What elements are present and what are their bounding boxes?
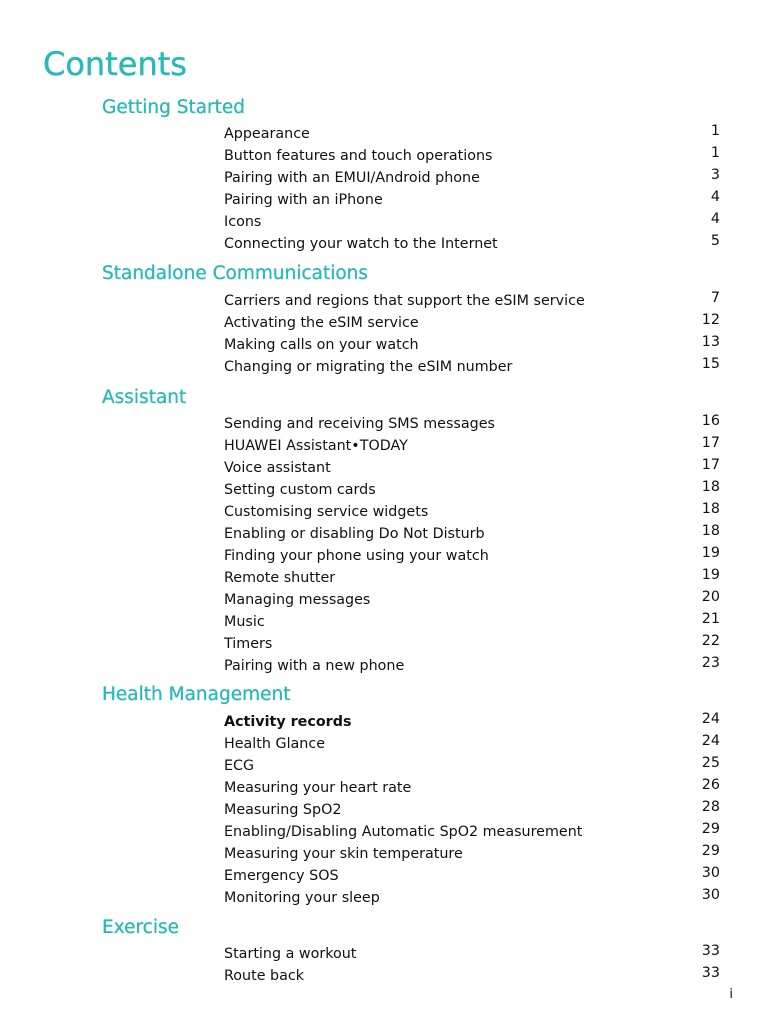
toc-entry[interactable] (224, 144, 720, 166)
toc-entry[interactable] (224, 610, 720, 632)
toc-entry[interactable] (224, 632, 720, 654)
entry-label: Connecting your watch to the Internet (224, 236, 498, 252)
entry-page-number: 17 (701, 457, 720, 473)
entry-page-number: 33 (701, 965, 720, 981)
toc-entry[interactable] (224, 588, 720, 610)
entry-label: Voice assistant (224, 460, 331, 476)
entry-label: Monitoring your sleep (224, 890, 380, 906)
toc-entry[interactable] (224, 232, 720, 254)
entry-label: Enabling or disabling Do Not Disturb (224, 526, 485, 542)
entry-page-number: 29 (701, 821, 720, 837)
toc-entry[interactable] (224, 311, 720, 333)
entry-page-number: 28 (701, 799, 720, 815)
section-heading-exercise: Exercise (102, 917, 179, 938)
section-heading-assistant: Assistant (102, 387, 187, 408)
entry-page-number: 16 (701, 413, 720, 429)
footer-page-number: i (729, 987, 733, 1002)
entry-label: Enabling/Disabling Automatic SpO2 measurement (224, 824, 583, 840)
entry-label: Starting a workout (224, 946, 357, 962)
entry-page-number: 19 (701, 567, 720, 583)
entry-page-number: 18 (701, 523, 720, 539)
entry-label: Sending and receiving SMS messages (224, 416, 495, 432)
toc-entry[interactable] (224, 210, 720, 232)
entry-page-number: 15 (701, 356, 720, 372)
entry-label: Measuring your heart rate (224, 780, 412, 796)
toc-entry[interactable] (224, 710, 720, 732)
entry-label: Health Glance (224, 736, 326, 752)
section-heading-getting-started: Getting Started (102, 97, 246, 118)
toc-entry[interactable] (224, 122, 720, 144)
entry-page-number: 26 (701, 777, 720, 793)
toc-entry[interactable] (224, 864, 720, 886)
toc-entry[interactable] (224, 776, 720, 798)
entry-label: Route back (224, 968, 305, 984)
entry-label: Managing messages (224, 592, 371, 608)
entry-label: Customising service widgets (224, 504, 429, 520)
toc-entry[interactable] (224, 732, 720, 754)
entry-label: Finding your phone using your watch (224, 548, 489, 564)
toc-entry[interactable] (224, 886, 720, 908)
entry-label: Pairing with an EMUI/Android phone (224, 170, 480, 186)
toc-entry[interactable] (224, 500, 720, 522)
entry-label: Icons (224, 214, 262, 230)
entry-label: Appearance (224, 126, 310, 142)
toc-entry[interactable] (224, 289, 720, 311)
entry-page-number: 30 (701, 865, 720, 881)
entry-page-number: 25 (701, 755, 720, 771)
page-title: Contents (43, 45, 187, 83)
entry-page-number: 1 (710, 145, 720, 161)
entry-label: Pairing with a new phone (224, 658, 405, 674)
toc-entry[interactable] (224, 355, 720, 377)
entries-health-management (224, 710, 720, 908)
entry-label: Pairing with an iPhone (224, 192, 383, 208)
entry-label: Timers (224, 636, 273, 652)
entry-page-number: 12 (701, 312, 720, 328)
toc-entry[interactable] (224, 522, 720, 544)
entry-label: Making calls on your watch (224, 337, 419, 353)
toc-entry[interactable] (224, 798, 720, 820)
entry-page-number: 21 (701, 611, 720, 627)
toc-entry[interactable] (224, 754, 720, 776)
toc-entry[interactable] (224, 964, 720, 986)
entry-label: Activity records (224, 714, 352, 730)
toc-entry[interactable] (224, 456, 720, 478)
entry-page-number: 24 (701, 733, 720, 749)
section-heading-standalone-communications: Standalone Communications (102, 263, 369, 284)
entries-assistant (224, 412, 720, 676)
entries-getting-started (224, 122, 720, 254)
section-heading-health-management: Health Management (102, 684, 291, 705)
entries-exercise (224, 942, 720, 986)
toc-entry[interactable] (224, 544, 720, 566)
toc-entry[interactable] (224, 412, 720, 434)
entry-label: Button features and touch operations (224, 148, 493, 164)
entries-standalone-communications (224, 289, 720, 377)
toc-entry[interactable] (224, 188, 720, 210)
entry-page-number: 18 (701, 479, 720, 495)
entry-page-number: 24 (701, 711, 720, 727)
entry-label: Setting custom cards (224, 482, 376, 498)
entry-label: Carriers and regions that support the eSIM service (224, 293, 585, 309)
entry-page-number: 29 (701, 843, 720, 859)
entry-page-number: 13 (701, 334, 720, 350)
entry-label: Emergency SOS (224, 868, 339, 884)
entry-page-number: 3 (710, 167, 720, 183)
toc-entry[interactable] (224, 654, 720, 676)
toc-entry[interactable] (224, 478, 720, 500)
toc-entry[interactable] (224, 434, 720, 456)
entry-page-number: 4 (710, 211, 720, 227)
entry-label: Activating the eSIM service (224, 315, 419, 331)
entry-page-number: 22 (701, 633, 720, 649)
entry-label: Remote shutter (224, 570, 336, 586)
entry-page-number: 4 (710, 189, 720, 205)
entry-label: HUAWEI Assistant•TODAY (224, 438, 408, 454)
entry-page-number: 19 (701, 545, 720, 561)
entry-page-number: 30 (701, 887, 720, 903)
toc-entry[interactable] (224, 333, 720, 355)
entry-page-number: 23 (701, 655, 720, 671)
entry-label: Music (224, 614, 265, 630)
toc-entry[interactable] (224, 820, 720, 842)
entry-page-number: 20 (701, 589, 720, 605)
entry-page-number: 7 (710, 290, 720, 306)
entry-page-number: 17 (701, 435, 720, 451)
entry-page-number: 1 (710, 123, 720, 139)
toc-entry[interactable] (224, 566, 720, 588)
entry-page-number: 33 (701, 943, 720, 959)
toc-entry[interactable] (224, 166, 720, 188)
entry-label: Measuring SpO2 (224, 802, 342, 818)
toc-entry[interactable] (224, 942, 720, 964)
entry-page-number: 18 (701, 501, 720, 517)
entry-page-number: 5 (710, 233, 720, 249)
toc-entry[interactable] (224, 842, 720, 864)
entry-label: Changing or migrating the eSIM number (224, 359, 513, 375)
entry-label: ECG (224, 758, 255, 774)
entry-label: Measuring your skin temperature (224, 846, 463, 862)
